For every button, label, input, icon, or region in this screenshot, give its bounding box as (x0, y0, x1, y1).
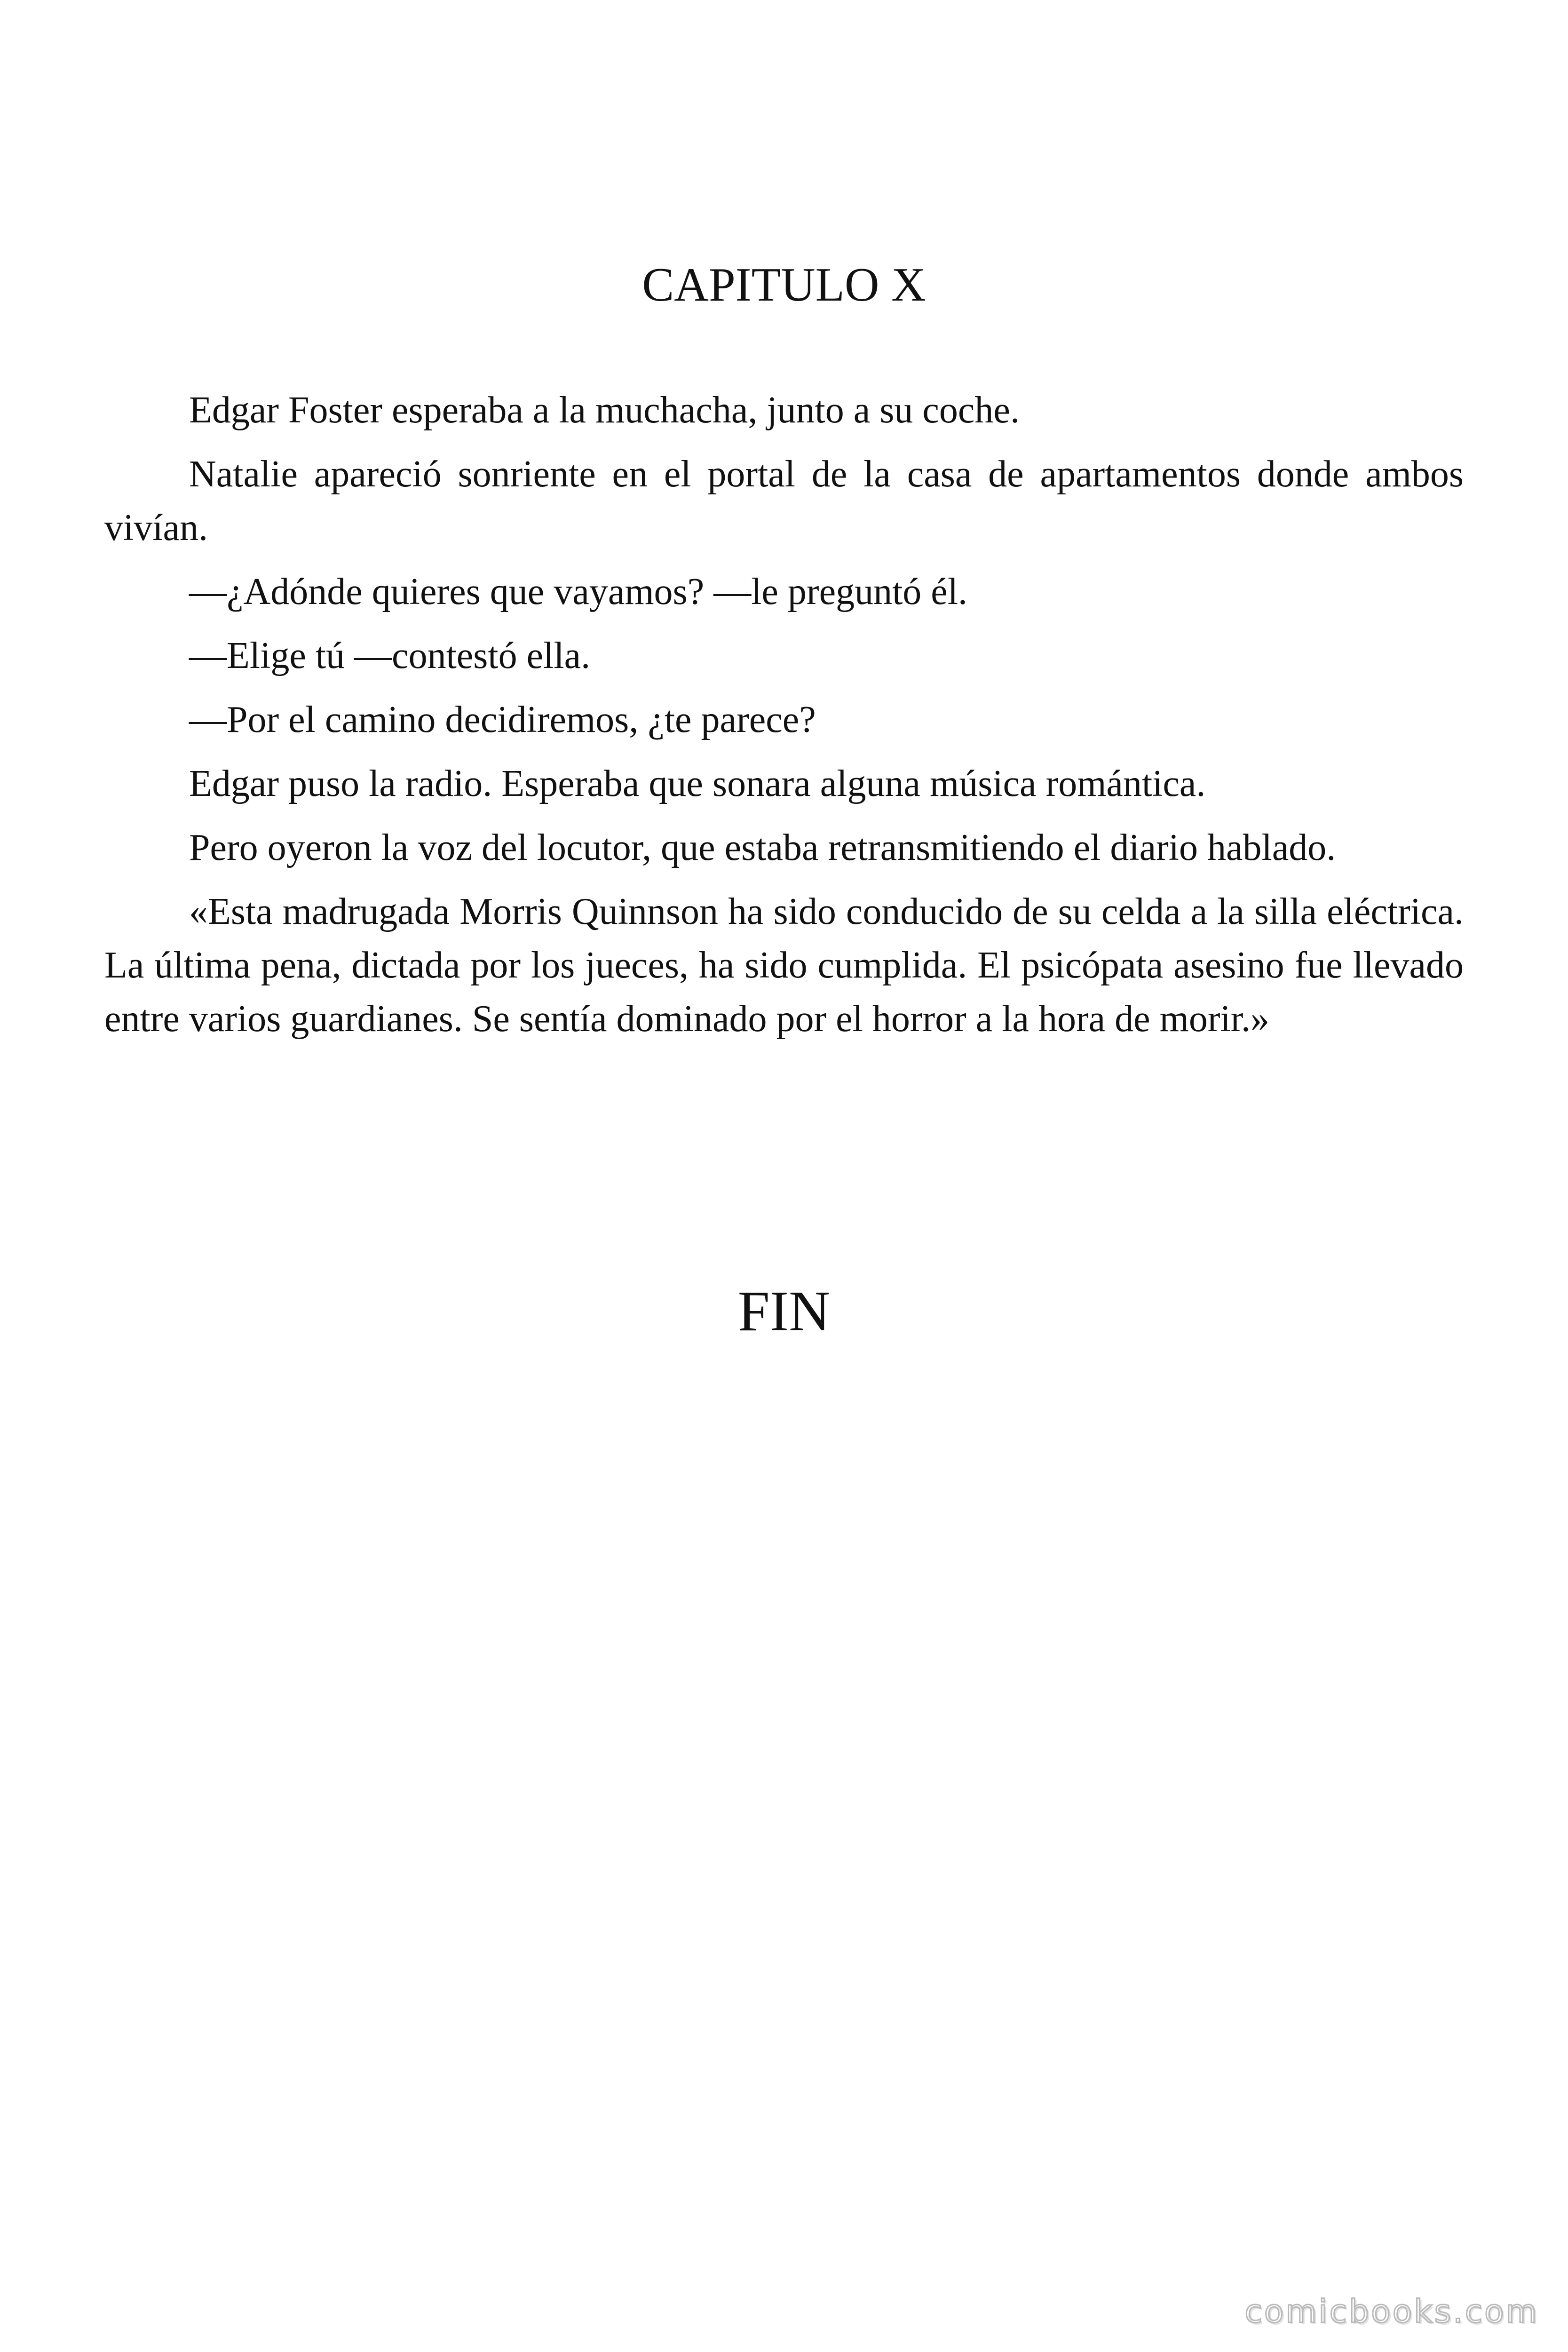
paragraph: —Por el camino decidiremos, ¿te parece? (189, 699, 816, 740)
paragraph: Edgar Foster esperaba a la muchacha, junto a su coche. (189, 389, 1020, 431)
paragraph: —Elige tú —contestó ella. (189, 635, 591, 676)
paragraph: «Esta madrugada Morris Quinnson ha sido conducido de su celda a la silla eléctrica. La última pena, dictada por los jueces, ha sido cumplida. El psicópata asesino fue llevado entre varios guardianes. Se sentía dominado por el horror a la hora de morir.» (104, 891, 1464, 1040)
paragraph: Natalie apareció sonriente en el portal de la casa de apartamentos donde ambos vivían. (104, 453, 1464, 548)
chapter-title: CAPITULO X (642, 258, 926, 311)
end-mark: FIN (737, 1279, 831, 1343)
watermark: comicbooks.com (1244, 2293, 1539, 2330)
paragraph: Edgar puso la radio. Esperaba que sonara alguna música romántica. (189, 763, 1206, 804)
chapter-body (104, 383, 1464, 1056)
paragraph: —¿Adónde quieres que vayamos? —le preguntó él. (189, 571, 968, 612)
paragraph: Pero oyeron la voz del locutor, que estaba retransmitiendo el diario hablado. (189, 827, 1336, 868)
